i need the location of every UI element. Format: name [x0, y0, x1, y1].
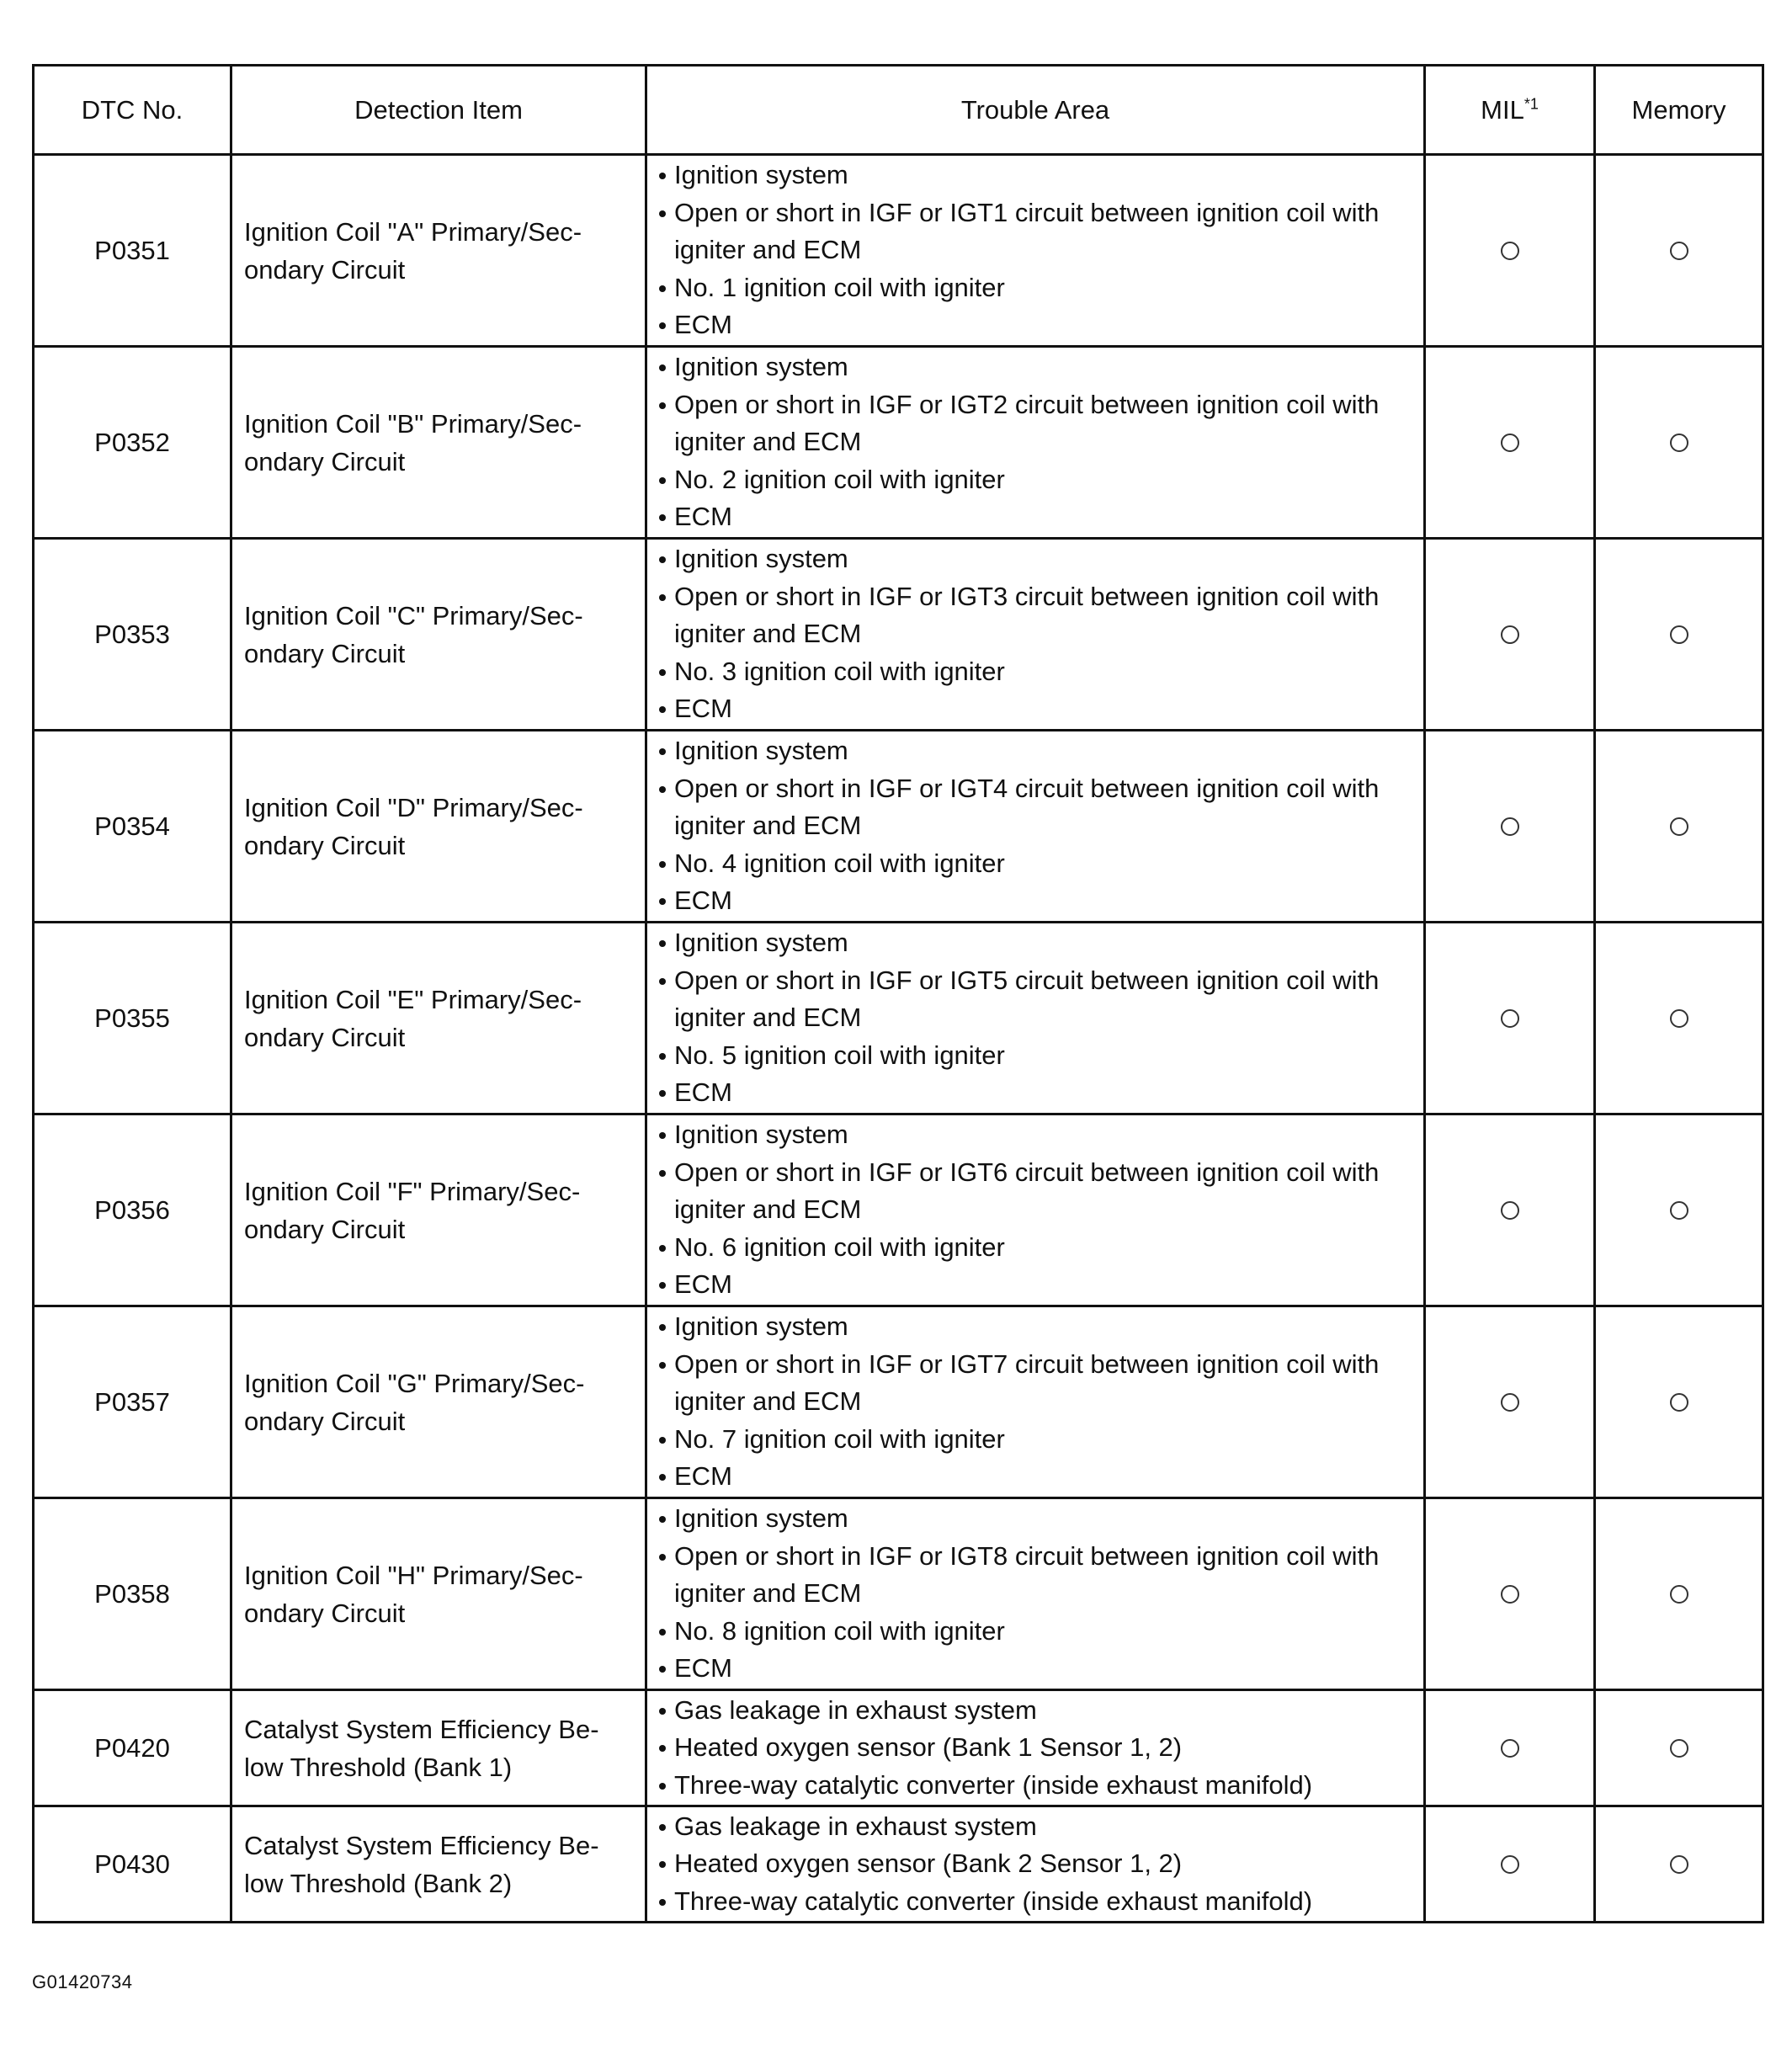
mil-cell — [1425, 155, 1595, 347]
trouble-area — [646, 1806, 1425, 1923]
memory-circle-icon — [1670, 1855, 1688, 1874]
mil-cell — [1425, 1690, 1595, 1806]
mil-cell — [1425, 1806, 1595, 1923]
trouble-area-list — [657, 732, 1423, 920]
trouble-area-item: ECM — [657, 1266, 1423, 1304]
trouble-area-item: No. 7 ignition coil with igniter — [657, 1421, 1423, 1459]
trouble-area-item: Heated oxygen sensor (Bank 1 Sensor 1, 2) — [657, 1729, 1423, 1767]
trouble-area-item: ECM — [657, 1458, 1423, 1496]
trouble-area-item: Ignition system — [657, 1500, 1423, 1538]
trouble-area-item: Three-way catalytic converter (inside exhaust manifold) — [657, 1767, 1423, 1805]
header-mil — [1425, 66, 1595, 155]
mil-cell — [1425, 731, 1595, 923]
trouble-area — [646, 539, 1425, 731]
trouble-area-item: ECM — [657, 1074, 1423, 1112]
trouble-area-item: No. 6 ignition coil with igniter — [657, 1229, 1423, 1267]
mil-circle-icon — [1501, 434, 1519, 452]
trouble-area — [646, 1114, 1425, 1306]
memory-cell — [1595, 1306, 1763, 1498]
trouble-area — [646, 1306, 1425, 1498]
trouble-area — [646, 347, 1425, 539]
header-detection-item: Detection Item — [231, 66, 646, 155]
trouble-area-item: Ignition system — [657, 1308, 1423, 1346]
trouble-area-item: Open or short in IGF or IGT7 circuit between ignition coil with igniter and ECM — [657, 1346, 1423, 1421]
header-mil-label: MIL — [1481, 94, 1524, 125]
memory-cell — [1595, 1498, 1763, 1690]
memory-circle-icon — [1670, 242, 1688, 260]
mil-circle-icon — [1501, 817, 1519, 836]
mil-circle-icon — [1501, 1009, 1519, 1028]
table-row — [34, 1806, 1763, 1923]
dtc-code: P0358 — [34, 1498, 231, 1690]
dtc-code: P0351 — [34, 155, 231, 347]
header-trouble-area: Trouble Area — [646, 66, 1425, 155]
trouble-area-item: No. 2 ignition coil with igniter — [657, 461, 1423, 499]
dtc-table-body — [34, 155, 1763, 1923]
detection-item: Ignition Coil "H" Primary/Sec- ondary Circuit — [231, 1498, 646, 1690]
header-dtc-no: DTC No. — [34, 66, 231, 155]
table-row — [34, 923, 1763, 1114]
mil-cell — [1425, 1114, 1595, 1306]
memory-cell — [1595, 731, 1763, 923]
table-row — [34, 347, 1763, 539]
trouble-area-item: ECM — [657, 882, 1423, 920]
memory-cell — [1595, 1114, 1763, 1306]
trouble-area-list — [657, 1692, 1423, 1805]
trouble-area-item: ECM — [657, 498, 1423, 536]
detection-item: Catalyst System Efficiency Be- low Threshold (Bank 1) — [231, 1690, 646, 1806]
trouble-area-item: Open or short in IGF or IGT4 circuit between ignition coil with igniter and ECM — [657, 770, 1423, 845]
dtc-code: P0357 — [34, 1306, 231, 1498]
trouble-area-item: Open or short in IGF or IGT2 circuit between ignition coil with igniter and ECM — [657, 386, 1423, 461]
trouble-area — [646, 155, 1425, 347]
trouble-area-item: No. 1 ignition coil with igniter — [657, 269, 1423, 307]
trouble-area-item: ECM — [657, 306, 1423, 344]
memory-cell — [1595, 539, 1763, 731]
trouble-area-item: Gas leakage in exhaust system — [657, 1808, 1423, 1846]
trouble-area-item: Ignition system — [657, 732, 1423, 770]
header-row — [34, 66, 1763, 155]
detection-item: Ignition Coil "B" Primary/Sec- ondary Circuit — [231, 347, 646, 539]
dtc-code: P0430 — [34, 1806, 231, 1923]
mil-circle-icon — [1501, 625, 1519, 644]
dtc-code: P0353 — [34, 539, 231, 731]
table-row — [34, 539, 1763, 731]
trouble-area-list — [657, 1116, 1423, 1304]
memory-circle-icon — [1670, 434, 1688, 452]
memory-circle-icon — [1670, 1009, 1688, 1028]
memory-circle-icon — [1670, 1201, 1688, 1220]
trouble-area-item: Ignition system — [657, 540, 1423, 578]
mil-cell — [1425, 1306, 1595, 1498]
trouble-area-item: Ignition system — [657, 1116, 1423, 1154]
trouble-area-item: Heated oxygen sensor (Bank 2 Sensor 1, 2) — [657, 1845, 1423, 1883]
table-row — [34, 1306, 1763, 1498]
table-row — [34, 155, 1763, 347]
mil-circle-icon — [1501, 1739, 1519, 1758]
trouble-area-item: Three-way catalytic converter (inside exhaust manifold) — [657, 1883, 1423, 1921]
memory-cell — [1595, 1806, 1763, 1923]
dtc-code: P0354 — [34, 731, 231, 923]
table-row — [34, 1690, 1763, 1806]
trouble-area — [646, 1498, 1425, 1690]
detection-item: Ignition Coil "C" Primary/Sec- ondary Circuit — [231, 539, 646, 731]
dtc-table — [32, 64, 1764, 1923]
mil-circle-icon — [1501, 1393, 1519, 1412]
mil-circle-icon — [1501, 1855, 1519, 1874]
trouble-area-item: Ignition system — [657, 348, 1423, 386]
mil-cell — [1425, 347, 1595, 539]
trouble-area-item: No. 8 ignition coil with igniter — [657, 1613, 1423, 1651]
trouble-area-item: Gas leakage in exhaust system — [657, 1692, 1423, 1730]
trouble-area-list — [657, 1808, 1423, 1921]
dtc-code: P0356 — [34, 1114, 231, 1306]
trouble-area-item: Ignition system — [657, 924, 1423, 962]
detection-item: Ignition Coil "A" Primary/Sec- ondary Circuit — [231, 155, 646, 347]
dtc-code: P0355 — [34, 923, 231, 1114]
trouble-area-item: ECM — [657, 1650, 1423, 1688]
mil-cell — [1425, 539, 1595, 731]
figure-id: G01420734 — [32, 1971, 133, 1992]
trouble-area-item: Open or short in IGF or IGT8 circuit between ignition coil with igniter and ECM — [657, 1538, 1423, 1613]
mil-circle-icon — [1501, 1585, 1519, 1604]
dtc-code: P0352 — [34, 347, 231, 539]
mil-cell — [1425, 923, 1595, 1114]
trouble-area-item: Open or short in IGF or IGT5 circuit between ignition coil with igniter and ECM — [657, 962, 1423, 1037]
header-mil-footnote: *1 — [1523, 95, 1539, 113]
header-memory: Memory — [1595, 66, 1763, 155]
trouble-area-list — [657, 540, 1423, 728]
detection-item: Ignition Coil "D" Primary/Sec- ondary Circuit — [231, 731, 646, 923]
dtc-code: P0420 — [34, 1690, 231, 1806]
table-row — [34, 731, 1763, 923]
trouble-area-list — [657, 348, 1423, 536]
trouble-area-item: No. 5 ignition coil with igniter — [657, 1037, 1423, 1075]
trouble-area-item: Open or short in IGF or IGT3 circuit between ignition coil with igniter and ECM — [657, 578, 1423, 653]
memory-circle-icon — [1670, 817, 1688, 836]
memory-cell — [1595, 347, 1763, 539]
detection-item: Ignition Coil "G" Primary/Sec- ondary Circuit — [231, 1306, 646, 1498]
trouble-area-item: Ignition system — [657, 157, 1423, 194]
memory-circle-icon — [1670, 1585, 1688, 1604]
detection-item: Ignition Coil "E" Primary/Sec- ondary Circuit — [231, 923, 646, 1114]
trouble-area-item: No. 4 ignition coil with igniter — [657, 845, 1423, 883]
detection-item: Catalyst System Efficiency Be- low Threshold (Bank 2) — [231, 1806, 646, 1923]
memory-circle-icon — [1670, 1739, 1688, 1758]
trouble-area-list — [657, 1308, 1423, 1496]
detection-item: Ignition Coil "F" Primary/Sec- ondary Circuit — [231, 1114, 646, 1306]
memory-cell — [1595, 1690, 1763, 1806]
trouble-area-item: ECM — [657, 690, 1423, 728]
memory-cell — [1595, 923, 1763, 1114]
trouble-area-item: Open or short in IGF or IGT6 circuit between ignition coil with igniter and ECM — [657, 1154, 1423, 1229]
trouble-area-list — [657, 924, 1423, 1112]
table-row — [34, 1498, 1763, 1690]
trouble-area-list — [657, 157, 1423, 344]
mil-cell — [1425, 1498, 1595, 1690]
mil-circle-icon — [1501, 1201, 1519, 1220]
trouble-area-item: No. 3 ignition coil with igniter — [657, 653, 1423, 691]
memory-circle-icon — [1670, 1393, 1688, 1412]
trouble-area — [646, 1690, 1425, 1806]
memory-circle-icon — [1670, 625, 1688, 644]
trouble-area-list — [657, 1500, 1423, 1688]
memory-cell — [1595, 155, 1763, 347]
trouble-area-item: Open or short in IGF or IGT1 circuit between ignition coil with igniter and ECM — [657, 194, 1423, 269]
trouble-area — [646, 923, 1425, 1114]
trouble-area — [646, 731, 1425, 923]
mil-circle-icon — [1501, 242, 1519, 260]
table-row — [34, 1114, 1763, 1306]
